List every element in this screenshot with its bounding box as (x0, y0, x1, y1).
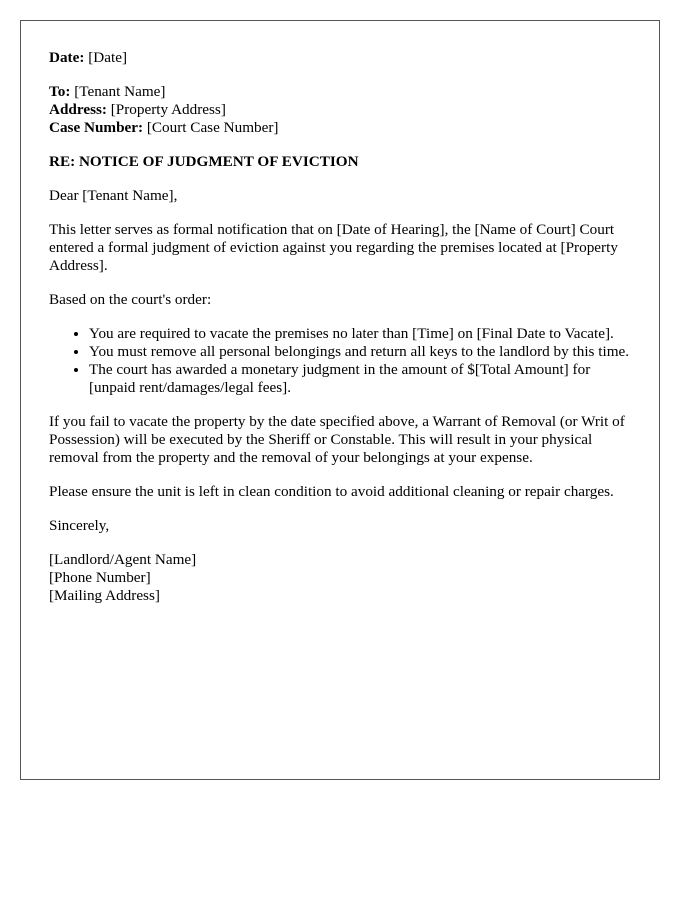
case-number-label: Case Number: (49, 119, 144, 136)
signer-phone: [Phone Number] (49, 569, 151, 586)
intro-paragraph: This letter serves as formal notification that on [Date of Hearing], the [Name of Court] Court entered a formal judgment of eviction against you regarding the premises located at [Property Address]. (49, 221, 618, 274)
address-value: [Property Address] (110, 101, 226, 118)
order-bullet-list (49, 325, 631, 397)
bullet-item: • You must remove all personal belongings and return all keys to the landlord by this time. (89, 343, 631, 361)
date-line (49, 49, 631, 67)
case-number-line (49, 119, 631, 137)
case-number-value: [Court Case Number] (146, 119, 279, 136)
bullet-item: • The court has awarded a monetary judgment in the amount of $[Total Amount] for [unpaid rent/damages/legal fees]. (89, 361, 631, 397)
date-label: Date: (49, 49, 85, 66)
signature-block (49, 551, 631, 605)
salutation: Dear [Tenant Name], (49, 187, 178, 204)
order-lead-paragraph: Based on the court's order: (49, 291, 212, 308)
to-label: To: (49, 83, 71, 100)
signer-mailing-address: [Mailing Address] (49, 587, 160, 604)
bullet-item: • You are required to vacate the premises no later than [Time] on [Final Date to Vacate]. (89, 325, 631, 343)
recipient-block (49, 83, 631, 137)
condition-paragraph: Please ensure the unit is left in clean condition to avoid additional cleaning or repair charges. (49, 483, 614, 500)
signer-name: [Landlord/Agent Name] (49, 551, 197, 568)
to-value: [Tenant Name] (74, 83, 166, 100)
warning-paragraph: If you fail to vacate the property by the date specified above, a Warrant of Removal (or Writ of Possession) will be executed by the Sheriff or Constable. This will result in your physical removal from the property and the removal of your belongings at your expense. (49, 413, 625, 466)
valediction: Sincerely, (49, 517, 110, 534)
address-line (49, 101, 631, 119)
letter-document (20, 20, 660, 780)
date-value: [Date] (88, 49, 128, 66)
address-label: Address: (49, 101, 107, 118)
to-line (49, 83, 631, 101)
subject-line: RE: NOTICE OF JUDGMENT OF EVICTION (49, 153, 359, 170)
